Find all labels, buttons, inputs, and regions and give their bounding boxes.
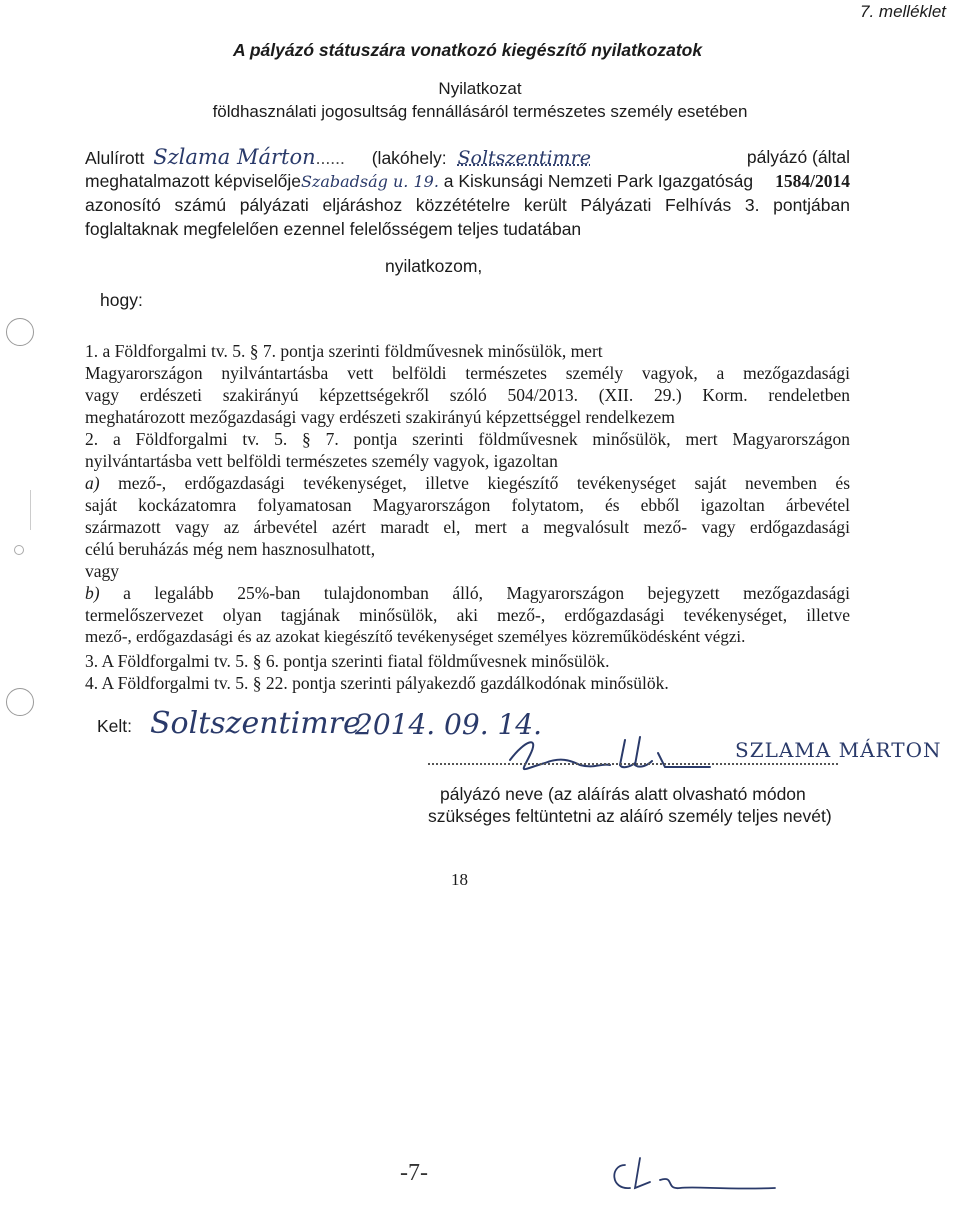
representative-label: meghatalmazott képviselője — [85, 171, 301, 191]
para-line-3: azonosító számú pályázati eljáráshoz közzétételre került Pályázati Felhívás 3. pontjában — [85, 195, 850, 215]
item-a-line-3: származott vagy az árbevétel azért maradt el, mert a megvalósult mező- vagy erdőgazdasági — [85, 517, 850, 537]
item-3: 3. A Földforgalmi tv. 5. § 6. pontja szerinti fiatal földművesnek minősülök. — [85, 651, 610, 671]
item-b-text-1: a legalább 25%-ban tulajdonomban álló, Magyarországon bejegyzett mezőgazdasági — [123, 583, 850, 603]
handwritten-place: Soltszentimre — [150, 706, 361, 741]
signature-dotted-line — [428, 761, 838, 765]
item-b-line-2: termelőszervezet olyan tagjának minősülök, aki mező-, erdőgazdasági tevékenységet, illetve — [85, 605, 850, 625]
alulirott-label: Alulírott — [85, 148, 145, 168]
document-heading: A pályázó státuszára vonatkozó kiegészítő nyilatkozatok — [233, 40, 703, 60]
item-a-label: a) — [85, 473, 100, 493]
item-b-label: b) — [85, 583, 100, 603]
initials-signature — [605, 1150, 785, 1195]
statement-title: Nyilatkozat — [438, 79, 522, 98]
bottom-page-marker: -7- — [400, 1160, 428, 1186]
statement-subtitle: földhasználati jogosultság fennállásáról természetes személy esetében — [212, 102, 748, 121]
item-1-line-1: 1. a Földforgalmi tv. 5. § 7. pontja szerinti földművesnek minősülök, mert — [85, 341, 603, 361]
item-a-text-1: mező-, erdőgazdasági tevékenységet, illetve kiegészítő tevékenységet saját nevemben és — [118, 473, 851, 493]
page-number: 18 — [451, 870, 468, 889]
item-2-line-1: 2. a Földforgalmi tv. 5. § 7. pontja szerinti földművesnek minősülök, mert Magyarországon — [85, 429, 850, 449]
name-dots: ...... — [315, 148, 345, 168]
nyilatkozom-text: nyilatkozom, — [385, 256, 483, 276]
vagy-text: vagy — [85, 561, 120, 581]
item-a-line-4: célú beruházás még nem hasznosulhatott, — [85, 539, 376, 559]
reference-number: 1584/2014 — [775, 171, 850, 191]
applicant-label: pályázó (által — [746, 147, 850, 167]
item-a-line-2: saját kockázatomra folyamatosan Magyarországon folytatom, és ebből igazoltan árbevétel — [85, 495, 850, 515]
item-b-line-1 — [85, 582, 850, 604]
margin-line — [30, 490, 31, 530]
item-1-line-2: Magyarországon nyilvántartásba vett belföldi természetes személy vagyok, a mezőgazdasági — [85, 363, 850, 383]
signature-caption-line-1: pályázó neve (az aláírás alatt olvasható módon — [440, 784, 806, 804]
annex-label: 7. melléklet — [860, 2, 946, 21]
punch-hole-bottom — [6, 688, 34, 716]
para-line-1 — [85, 146, 850, 169]
margin-mark — [14, 545, 24, 555]
residence-label: (lakóhely: — [371, 148, 447, 168]
item-b-line-3: mező-, erdőgazdasági és az azokat kiegészítő tevékenységet személyes közreműködésként végzi. — [85, 627, 746, 646]
hogy-label: hogy: — [100, 290, 143, 310]
item-4: 4. A Földforgalmi tv. 5. § 22. pontja szerinti pályakezdő gazdálkodónak minősülök. — [85, 673, 669, 693]
kiskunsagi-text: a Kiskunsági Nemzeti Park Igazgatóság — [443, 171, 754, 191]
punch-hole-top — [6, 318, 34, 346]
signature-caption-line-2: szükséges feltüntetni az aláíró személy teljes nevét) — [428, 806, 832, 826]
applicant-signature — [500, 725, 720, 775]
handwritten-residence: Soltszentimre — [457, 147, 591, 169]
item-1-line-3: vagy erdészeti szakirányú képzettségekről szóló 504/2013. (XII. 29.) Korm. rendeletben — [85, 385, 850, 405]
item-a-line-1 — [85, 472, 850, 494]
kelt-label: Kelt: — [97, 716, 133, 736]
para-line-4: foglaltaknak megfelelően ezennel felelősségem teljes tudatában — [85, 219, 582, 239]
handwritten-name: Szlama Márton — [153, 145, 316, 169]
handwritten-printed-name: SZLAMA MÁRTON — [735, 738, 942, 762]
handwritten-date: 2014. 09. 14. — [355, 708, 543, 741]
handwritten-address: Szabadság u. 19. — [300, 172, 439, 191]
item-2-line-2: nyilvántartásba vett belföldi természetes személy vagyok, igazoltan — [85, 451, 558, 471]
item-1-line-4: meghatározott mezőgazdasági vagy erdészeti szakirányú képzettséggel rendelkezem — [85, 407, 675, 427]
para-line-2 — [85, 170, 850, 193]
